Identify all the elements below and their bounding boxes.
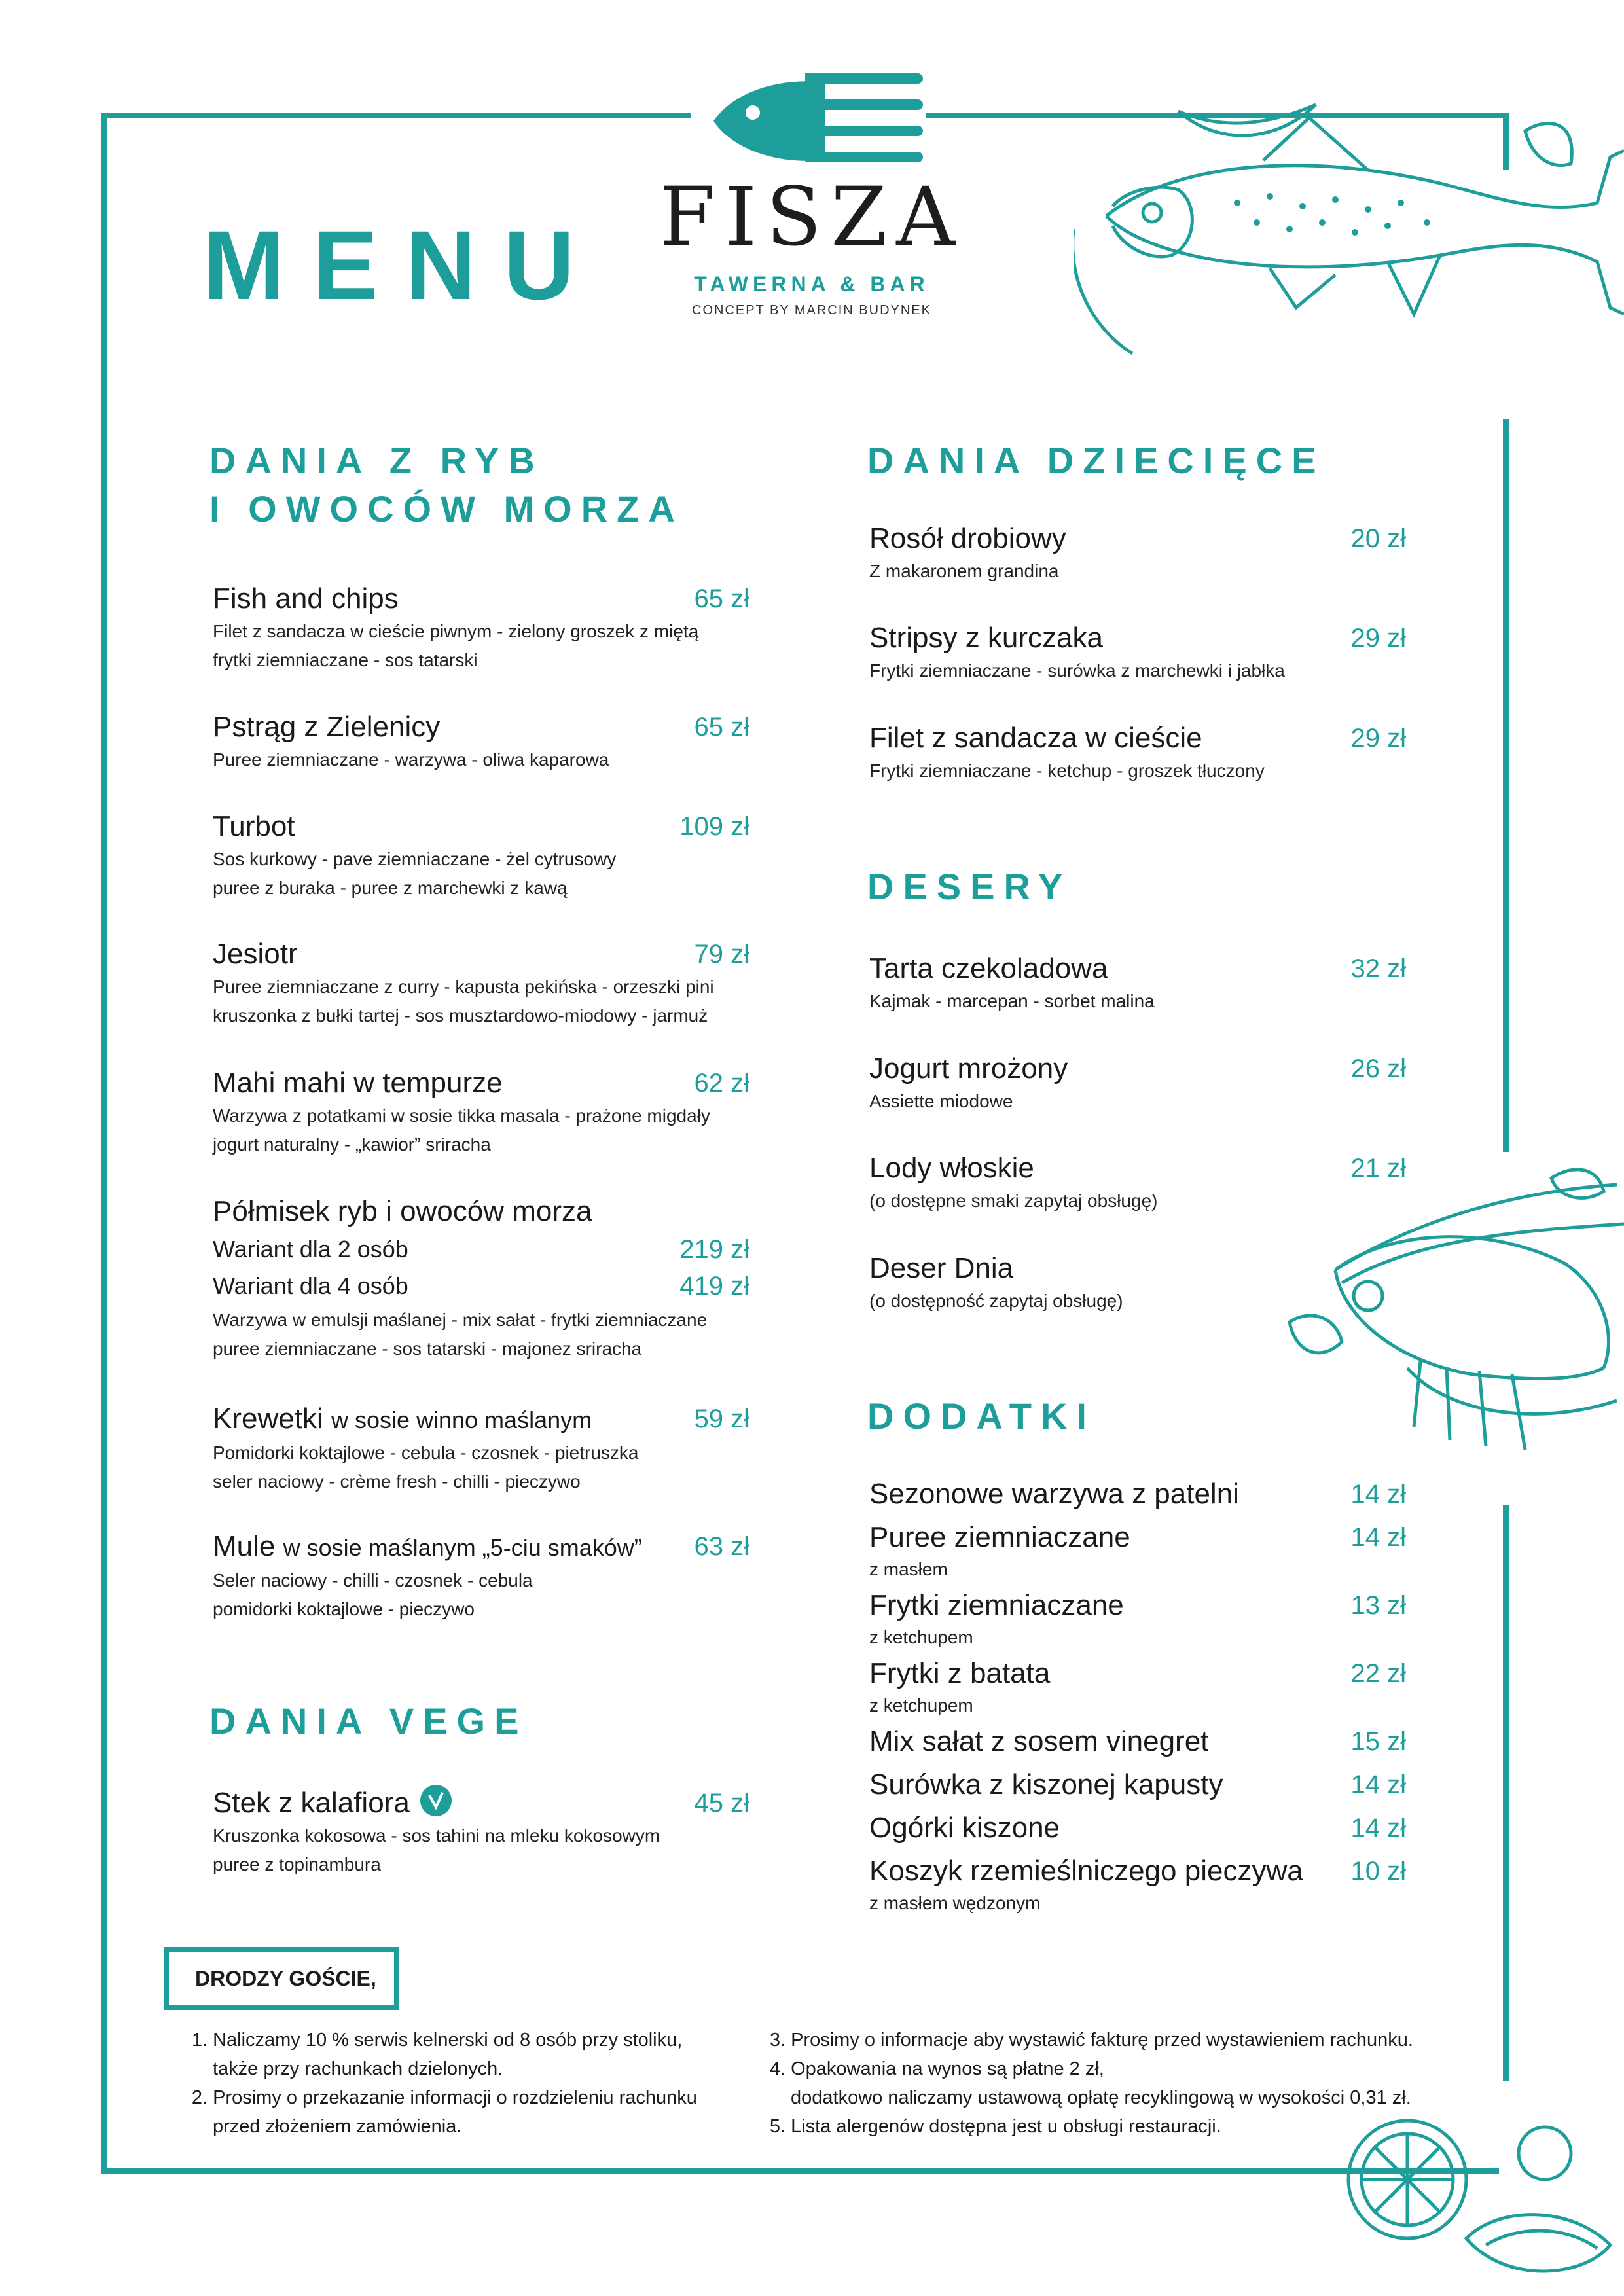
brand-block — [628, 170, 995, 318]
note-number: 4. — [769, 2058, 785, 2079]
variant-label: Wariant dla 2 osób — [213, 1236, 408, 1263]
item-description: kruszonka z bułki tartej - sos musztardowo-miodowy - jarmuż — [213, 1005, 708, 1026]
item-price: 32 zł — [1350, 954, 1406, 983]
item-name: Ogórki kiszone — [869, 1812, 1060, 1844]
fish-illustration — [1074, 92, 1624, 393]
item-price: 79 zł — [694, 940, 749, 969]
item-description: Assiette miodowe — [869, 1091, 1013, 1111]
note-number: 1. — [191, 2030, 208, 2051]
item-description: Frytki ziemniaczane - surówka z marchewki i jabłka — [869, 660, 1285, 681]
item-note: z ketchupem — [869, 1695, 973, 1715]
item-name: Puree ziemniaczane — [869, 1521, 1130, 1553]
side-item — [869, 1720, 1406, 1763]
menu-item — [213, 1065, 749, 1159]
item-note: z masłem wędzonym — [869, 1893, 1041, 1913]
section-title-fish-line1: DANIA Z RYB — [209, 440, 544, 481]
menu-item — [869, 520, 1406, 586]
item-description: Seler naciowy - chilli - czosnek - cebula — [213, 1570, 533, 1590]
menu-item — [213, 808, 749, 903]
menu-item — [869, 620, 1406, 685]
item-name: Półmisek ryb i owoców morza — [213, 1195, 592, 1227]
note-text: Opakowania na wynos są płatne 2 zł, — [791, 2058, 1104, 2079]
item-name: Frytki z batata — [869, 1657, 1051, 1689]
menu-item-platter — [213, 1193, 749, 1363]
section-title-desserts: DESERY — [867, 866, 1072, 907]
menu-title: MENU — [203, 210, 602, 320]
menu-item — [869, 950, 1406, 1016]
item-name-main: Stek z kalafiora — [213, 1787, 410, 1819]
section-title-fish-line2: I OWOCÓW MORZA — [209, 488, 684, 529]
platter-variant-row — [213, 1230, 749, 1269]
item-price: 29 zł — [1350, 624, 1406, 653]
menu-item — [213, 1528, 749, 1624]
item-name-main: Krewetki — [213, 1403, 323, 1435]
item-name: Fish and chips — [213, 583, 399, 615]
side-item — [869, 1806, 1406, 1850]
platter-variant-row — [213, 1266, 749, 1306]
side-item — [869, 1652, 1406, 1695]
section-title-sides: DODATKI — [867, 1395, 1096, 1437]
notes-left — [187, 2026, 697, 2141]
item-price: 419 zł — [679, 1272, 749, 1300]
item-name: Mix sałat z sosem vinegret — [869, 1725, 1209, 1757]
item-description: (o dostępność zapytaj obsługę) — [869, 1291, 1123, 1311]
guests-notice-title: DRODZY GOŚCIE, — [164, 1947, 399, 2010]
brand-name: FISZA — [659, 170, 964, 264]
vegan-leaf-icon — [420, 1785, 452, 1816]
item-name: Rosół drobiowy — [869, 522, 1066, 554]
item-price: 29 zł — [1350, 724, 1406, 753]
item-name: Turbot — [213, 810, 295, 842]
item-description: Kruszonka kokosowa - sos tahini na mleku kokosowym — [213, 1825, 660, 1846]
item-description: Sos kurkowy - pave ziemniaczane - żel cytrusowy — [213, 849, 617, 869]
brand-concept: CONCEPT BY MARCIN BUDYNEK — [692, 303, 931, 317]
item-description: Frytki ziemniaczane - ketchup - groszek tłuczony — [869, 761, 1265, 781]
item-price: 26 zł — [1350, 1054, 1406, 1083]
item-description: frytki ziemniaczane - sos tatarski — [213, 650, 478, 670]
item-name-suffix: w sosie maślanym „5-ciu smaków” — [283, 1534, 642, 1561]
item-price: 20 zł — [1350, 524, 1406, 553]
note-text: Naliczamy 10 % serwis kelnerski od 8 osób przy stoliku, — [213, 2030, 683, 2051]
brand-subtitle: TAWERNA & BAR — [694, 272, 929, 296]
section-title-fish — [209, 437, 684, 533]
item-name-main: Mule — [213, 1530, 276, 1562]
note-text: także przy rachunkach dzielonych. — [213, 2058, 503, 2079]
item-name — [213, 1528, 749, 1566]
item-name: Pstrąg z Zielenicy — [213, 711, 441, 743]
item-price: 13 zł — [1350, 1591, 1406, 1620]
note-text: Prosimy o przekazanie informacji o rozdzieleniu rachunku — [213, 2087, 697, 2108]
item-description: seler naciowy - crème fresh - chilli - pieczywo — [213, 1471, 581, 1492]
note-number: 5. — [769, 2116, 785, 2137]
item-name: Stripsy z kurczaka — [869, 622, 1103, 654]
item-description: Z makaronem grandina — [869, 561, 1059, 581]
item-price: 14 zł — [1350, 1814, 1406, 1842]
item-description: Puree ziemniaczane z curry - kapusta pekińska - orzeszki pini — [213, 977, 714, 997]
side-item — [869, 1584, 1406, 1627]
menu-item — [869, 720, 1406, 785]
note-item — [765, 2054, 1413, 2083]
note-number: 2. — [191, 2087, 208, 2108]
item-name: Tarta czekoladowa — [869, 952, 1108, 984]
item-price: 14 zł — [1350, 1770, 1406, 1799]
item-price: 219 zł — [679, 1235, 749, 1264]
item-name: Lody włoskie — [869, 1152, 1034, 1184]
menu-item — [869, 1050, 1406, 1116]
item-price: 65 zł — [694, 584, 749, 613]
side-item — [869, 1473, 1406, 1516]
section-title-kids: DANIA DZIECIĘCE — [867, 440, 1326, 481]
item-note: z masłem — [869, 1559, 948, 1579]
item-price: 15 zł — [1350, 1727, 1406, 1756]
notes-right — [765, 2026, 1413, 2141]
note-text: Prosimy o informacje aby wystawić fakturę przed wystawieniem rachunku. — [791, 2030, 1413, 2051]
item-note: z ketchupem — [869, 1627, 973, 1647]
menu-item — [213, 936, 749, 1030]
item-name: Mahi mahi w tempurze — [213, 1067, 503, 1099]
item-name: Surówka z kiszonej kapusty — [869, 1768, 1223, 1801]
item-price: 10 zł — [1350, 1857, 1406, 1886]
item-description: Warzywa w emulsji maślanej - mix sałat - frytki ziemniaczane — [213, 1310, 708, 1330]
item-description: Filet z sandacza w cieście piwnym - zielony groszek z miętą — [213, 621, 699, 641]
item-price: 59 zł — [694, 1405, 749, 1433]
item-description: puree z buraka - puree z marchewki z kawą — [213, 878, 568, 898]
item-name-suffix: w sosie winno maślanym — [331, 1407, 592, 1433]
note-text: Lista alergenów dostępna jest u obsługi restauracji. — [791, 2116, 1221, 2137]
item-description: Kajmak - marcepan - sorbet malina — [869, 991, 1155, 1011]
item-name: Deser Dnia — [869, 1252, 1014, 1284]
item-price: 45 zł — [694, 1789, 749, 1818]
note-text: przed złożeniem zamówienia. — [213, 2116, 462, 2137]
item-name: Jesiotr — [213, 938, 298, 970]
side-item — [869, 1516, 1406, 1559]
side-item — [869, 1850, 1406, 1893]
item-name — [213, 1401, 749, 1439]
item-price: 14 zł — [1350, 1480, 1406, 1509]
note-item — [765, 2112, 1413, 2141]
item-description: puree z topinambura — [213, 1854, 381, 1874]
fork-fish-logo-icon — [707, 65, 923, 177]
item-name — [213, 1785, 749, 1821]
item-price: 22 zł — [1350, 1659, 1406, 1688]
item-name: Frytki ziemniaczane — [869, 1589, 1124, 1621]
item-price: 62 zł — [694, 1069, 749, 1098]
item-description: pomidorki koktajlowe - pieczywo — [213, 1599, 475, 1619]
menu-item — [213, 1785, 749, 1879]
sides-list — [869, 1473, 1406, 1918]
side-item — [869, 1763, 1406, 1806]
menu-item — [869, 1250, 1406, 1316]
variant-label: Wariant dla 4 osób — [213, 1272, 408, 1299]
item-price: 14 zł — [1350, 1523, 1406, 1552]
item-description: Warzywa z potatkami w sosie tikka masala - prażone migdały — [213, 1105, 710, 1126]
menu-item — [213, 581, 749, 675]
item-price: 109 zł — [679, 812, 749, 841]
section-title-vege: DANIA VEGE — [209, 1700, 528, 1742]
menu-item — [869, 1150, 1406, 1215]
item-description: Puree ziemniaczane - warzywa - oliwa kaparowa — [213, 749, 609, 770]
note-item — [765, 2026, 1413, 2054]
note-number: 3. — [769, 2030, 785, 2051]
note-text: dodatkowo naliczamy ustawową opłatę recyklingową w wysokości 0,31 zł. — [791, 2087, 1411, 2108]
item-price: 65 zł — [694, 713, 749, 742]
item-description: (o dostępne smaki zapytaj obsługę) — [869, 1191, 1158, 1211]
item-description: Pomidorki koktajlowe - cebula - czosnek - pietruszka — [213, 1443, 639, 1463]
item-description: puree ziemniaczane - sos tatarski - majonez sriracha — [213, 1338, 642, 1359]
note-item — [187, 2026, 697, 2054]
item-name: Filet z sandacza w cieście — [869, 722, 1202, 754]
item-price: 21 zł — [1350, 1154, 1406, 1183]
item-name: Jogurt mrożony — [869, 1052, 1068, 1085]
item-description: jogurt naturalny - „kawior” sriracha — [213, 1134, 491, 1155]
item-price: 63 zł — [694, 1532, 749, 1561]
note-item — [187, 2083, 697, 2112]
menu-item — [213, 1401, 749, 1496]
menu-item — [213, 709, 749, 774]
item-name: Koszyk rzemieślniczego pieczywa — [869, 1855, 1303, 1887]
item-name: Sezonowe warzywa z patelni — [869, 1478, 1239, 1510]
